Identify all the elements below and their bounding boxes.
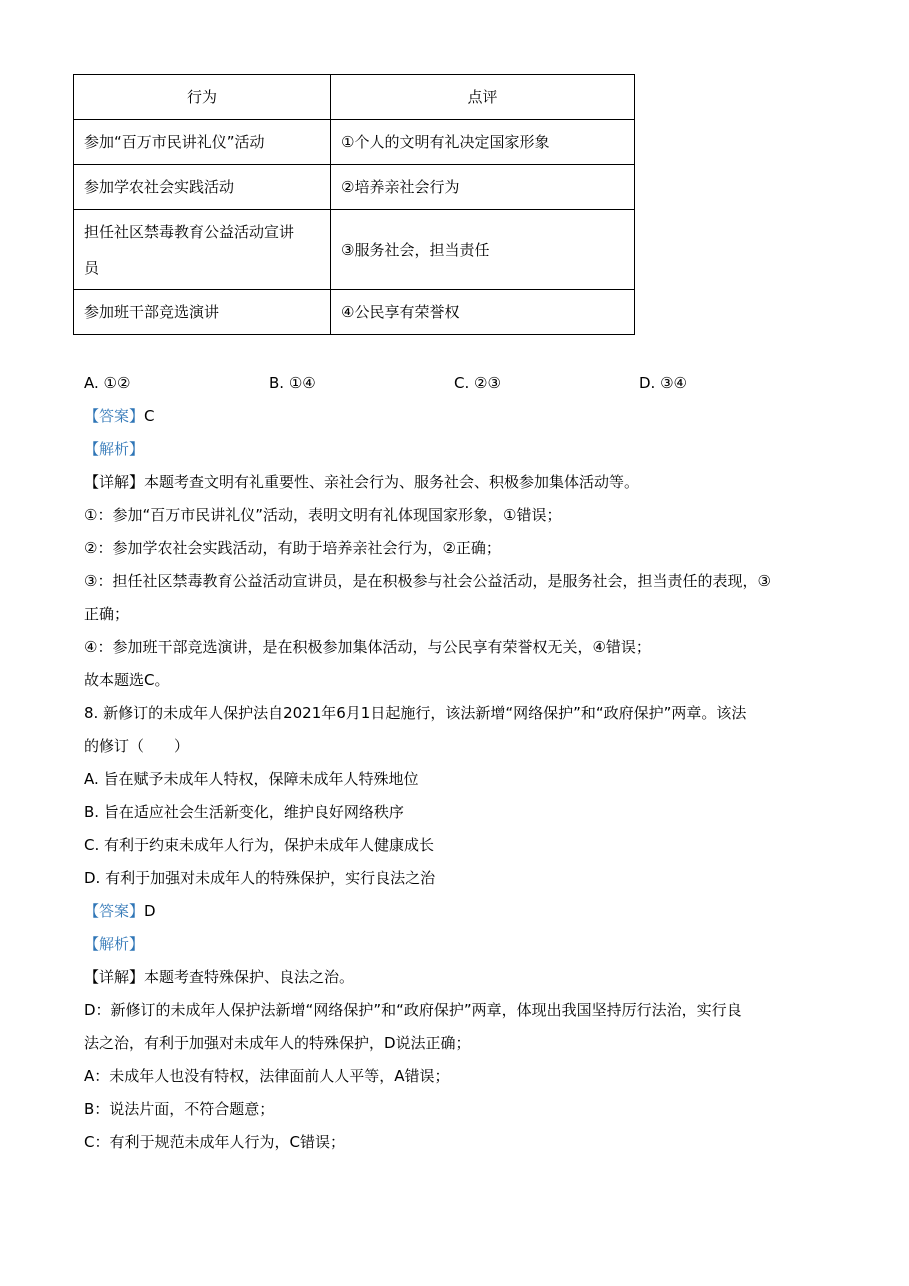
document-body (84, 367, 829, 1159)
q7-analysis-line: ④：参加班干部竞选演讲，是在积极参加集体活动，与公民享有荣誉权无关，④错误； (84, 638, 651, 656)
q8-analysis-line: C：有利于规范未成年人行为，C错误； (84, 1133, 345, 1151)
table-header-row (74, 75, 635, 120)
q7-analysis-line: 正确； (84, 605, 130, 623)
table-row (74, 165, 635, 210)
q7-option-d: D. ③④ (639, 374, 687, 392)
q8-option-b: B. 旨在适应社会生活新变化，维护良好网络秩序 (84, 803, 404, 821)
q7-analysis-line: ②：参加学农社会实践活动，有助于培养亲社会行为，②正确； (84, 539, 501, 557)
column-header-behavior: 行为 (74, 75, 331, 120)
table-row (74, 210, 635, 290)
cell-comment: ③服务社会，担当责任 (331, 210, 635, 290)
q7-conclusion: 故本题选C。 (84, 671, 170, 689)
answer-value: C (144, 407, 155, 425)
cell-comment: ②培养亲社会行为 (331, 165, 635, 210)
q8-analysis-line: D：新修订的未成年人保护法新增“网络保护”和“政府保护”两章，体现出我国坚持厉行法治，实行良 (84, 1001, 742, 1019)
q7-options (84, 367, 829, 400)
cell-behavior: 参加班干部竞选演讲 (74, 290, 331, 335)
q7-detail: 【详解】本题考查文明有礼重要性、亲社会行为、服务社会、积极参加集体活动等。 (84, 473, 640, 491)
cell-behavior-line: 员 (84, 258, 100, 277)
q8-stem: 8. 新修订的未成年人保护法自2021年6月1日起施行，该法新增“网络保护”和“政府保护”两章。该法 (84, 704, 747, 722)
cell-comment: ④公民享有荣誉权 (331, 290, 635, 335)
cell-behavior: 参加学农社会实践活动 (74, 165, 331, 210)
q8-option-c: C. 有利于约束未成年人行为，保护未成年人健康成长 (84, 836, 435, 854)
q7-analysis-line: ①：参加“百万市民讲礼仪”活动，表明文明有礼体现国家形象，①错误； (84, 506, 562, 524)
q7-option-b: B. ①④ (269, 374, 316, 392)
q7-analysis-line: ③：担任社区禁毒教育公益活动宣讲员，是在积极参与社会公益活动，是服务社会，担当责任的表现，③ (84, 572, 771, 590)
table-row (74, 290, 635, 335)
q8-option-a: A. 旨在赋予未成年人特权，保障未成年人特殊地位 (84, 770, 419, 788)
q7-option-c: C. ②③ (454, 374, 501, 392)
q7-option-a: A. ①② (84, 374, 131, 392)
q8-stem: 的修订（ ） (84, 737, 190, 755)
cell-comment: ①个人的文明有礼决定国家形象 (331, 120, 635, 165)
q7-answer (84, 400, 829, 433)
cell-behavior: 参加“百万市民讲礼仪”活动 (74, 120, 331, 165)
q7-analysis-tag: 【解析】 (84, 440, 145, 458)
answer-tag: 【答案】 (84, 902, 145, 920)
q8-answer (84, 895, 829, 928)
behavior-comment-table (73, 74, 635, 335)
cell-behavior-line: 担任社区禁毒教育公益活动宣讲 (84, 222, 295, 241)
q8-analysis-line: A：未成年人也没有特权，法律面前人人平等，A错误； (84, 1067, 450, 1085)
q8-option-d: D. 有利于加强对未成年人的特殊保护，实行良法之治 (84, 869, 436, 887)
answer-tag: 【答案】 (84, 407, 145, 425)
q8-analysis-line: B：说法片面，不符合题意； (84, 1100, 275, 1118)
cell-behavior (74, 210, 331, 290)
q8-analysis-line: 法之治，有利于加强对未成年人的特殊保护，D说法正确； (84, 1034, 471, 1052)
answer-value: D (144, 902, 156, 920)
column-header-comment: 点评 (331, 75, 635, 120)
table-row (74, 120, 635, 165)
q8-detail: 【详解】本题考查特殊保护、良法之治。 (84, 968, 355, 986)
q8-analysis-tag: 【解析】 (84, 935, 145, 953)
